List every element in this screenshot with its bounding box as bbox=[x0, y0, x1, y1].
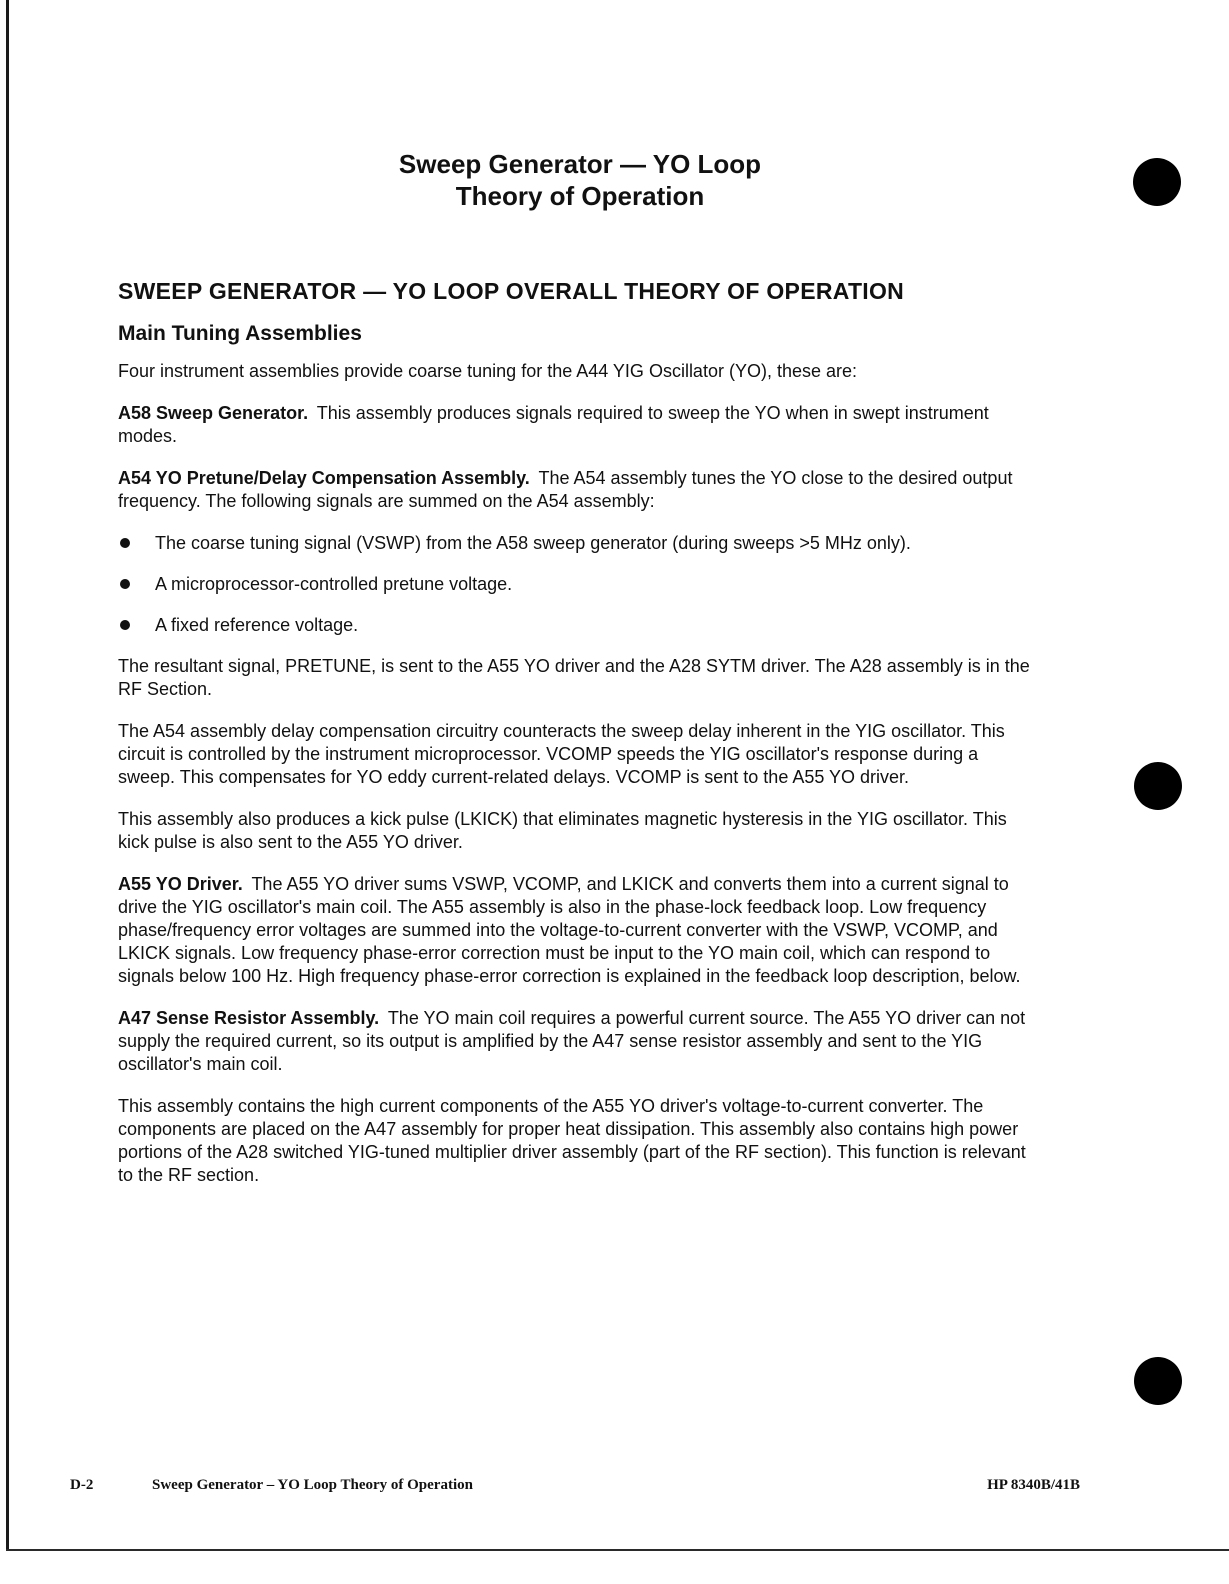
a54-heading: A54 YO Pretune/Delay Compensation Assembly. bbox=[118, 468, 530, 488]
kick-pulse-paragraph: This assembly also produces a kick pulse (LKICK) that eliminates magnetic hysteresis in the YIG oscillator. This kick pulse is also sent to the A55 YO driver. bbox=[118, 809, 1007, 852]
list-item bbox=[118, 573, 1038, 596]
a55-paragraph bbox=[118, 873, 1038, 988]
delay-compensation-paragraph: The A54 assembly delay compensation circuitry counteracts the sweep delay inherent in the YIG oscillator. This circuit is controlled by the instrument microprocessor. VCOMP speeds the YIG oscillator's response during a sweep. This compensates for YO eddy current-related delays. VCOMP is sent to the A55 YO driver. bbox=[118, 721, 1005, 787]
a47-text: The YO main coil requires a powerful current source. The A55 YO driver can not supply the required current, so its output is amplified by the A47 sense resistor assembly and sent to the YIG oscillator's main coil. bbox=[118, 1008, 1026, 1074]
model-number: HP 8340B/41B bbox=[987, 1477, 1080, 1493]
list-item-text: A microprocessor-controlled pretune voltage. bbox=[155, 574, 513, 594]
left-margin-rule bbox=[6, 0, 9, 1550]
a54-paragraph bbox=[118, 467, 1038, 513]
list-item bbox=[118, 532, 1038, 555]
footer-title: Sweep Generator – YO Loop Theory of Operation bbox=[152, 1477, 473, 1493]
binder-hole-icon bbox=[1134, 1357, 1182, 1405]
page-number: D-2 bbox=[70, 1477, 94, 1493]
signal-list bbox=[118, 532, 1038, 637]
page-title-line-2: Theory of Operation bbox=[455, 181, 705, 211]
list-item-text: The coarse tuning signal (VSWP) from the A58 sweep generator (during sweeps >5 MHz only). bbox=[155, 533, 911, 553]
intro-paragraph: Four instrument assemblies provide coarse tuning for the A44 YIG Oscillator (YO), these are: bbox=[118, 361, 858, 381]
bullet-icon bbox=[120, 579, 130, 589]
page-footer bbox=[70, 1477, 1080, 1499]
binder-hole-icon bbox=[1133, 158, 1181, 206]
list-item bbox=[118, 614, 1038, 637]
page-title bbox=[180, 148, 980, 212]
pretune-paragraph: The resultant signal, PRETUNE, is sent to the A55 YO driver and the A28 SYTM driver. The A28 assembly is in the RF Section. bbox=[118, 656, 1030, 699]
bottom-margin-rule bbox=[6, 1549, 1229, 1551]
bullet-icon bbox=[120, 620, 130, 630]
a55-heading: A55 YO Driver. bbox=[118, 874, 243, 894]
bullet-icon bbox=[120, 538, 130, 548]
sub-heading: Main Tuning Assemblies bbox=[118, 322, 362, 345]
a58-paragraph bbox=[118, 402, 1038, 448]
a58-heading: A58 Sweep Generator. bbox=[118, 403, 309, 423]
a54-text: The A54 assembly tunes the YO close to the desired output frequency. The following signals are summed on the A54 assembly: bbox=[118, 468, 1013, 511]
a58-text: This assembly produces signals required to sweep the YO when in swept instrument modes. bbox=[118, 403, 989, 446]
a55-text: The A55 YO driver sums VSWP, VCOMP, and LKICK and converts them into a current signal to drive the YIG oscillator's main coil. The A55 assembly is also in the phase-lock feedback loop. Low frequency phase/frequency error voltages are summed into the voltage-to-current converter with the VSWP, VCOMP, and LKICK signals. Low frequency phase-error correction must be input to the YO main coil, which can respond to signals below 100 Hz. High frequency phase-error correction is explained in the feedback loop description, below. bbox=[118, 874, 1021, 986]
list-item-text: A fixed reference voltage. bbox=[155, 615, 359, 635]
a47-heading: A47 Sense Resistor Assembly. bbox=[118, 1008, 380, 1028]
a47-paragraph bbox=[118, 1007, 1038, 1076]
section-heading: SWEEP GENERATOR — YO LOOP OVERALL THEORY OF OPERATION bbox=[118, 278, 905, 304]
document-body bbox=[118, 276, 1038, 1206]
binder-hole-icon bbox=[1134, 762, 1182, 810]
page-title-line-1: Sweep Generator — YO Loop bbox=[398, 149, 762, 179]
a47-detail-paragraph: This assembly contains the high current components of the A55 YO driver's voltage-to-current converter. The components are placed on the A47 assembly for proper heat dissipation. This assembly also contains high power portions of the A28 switched YIG-tuned multiplier driver assembly (part of the RF section). This function is relevant to the RF section. bbox=[118, 1096, 1026, 1185]
